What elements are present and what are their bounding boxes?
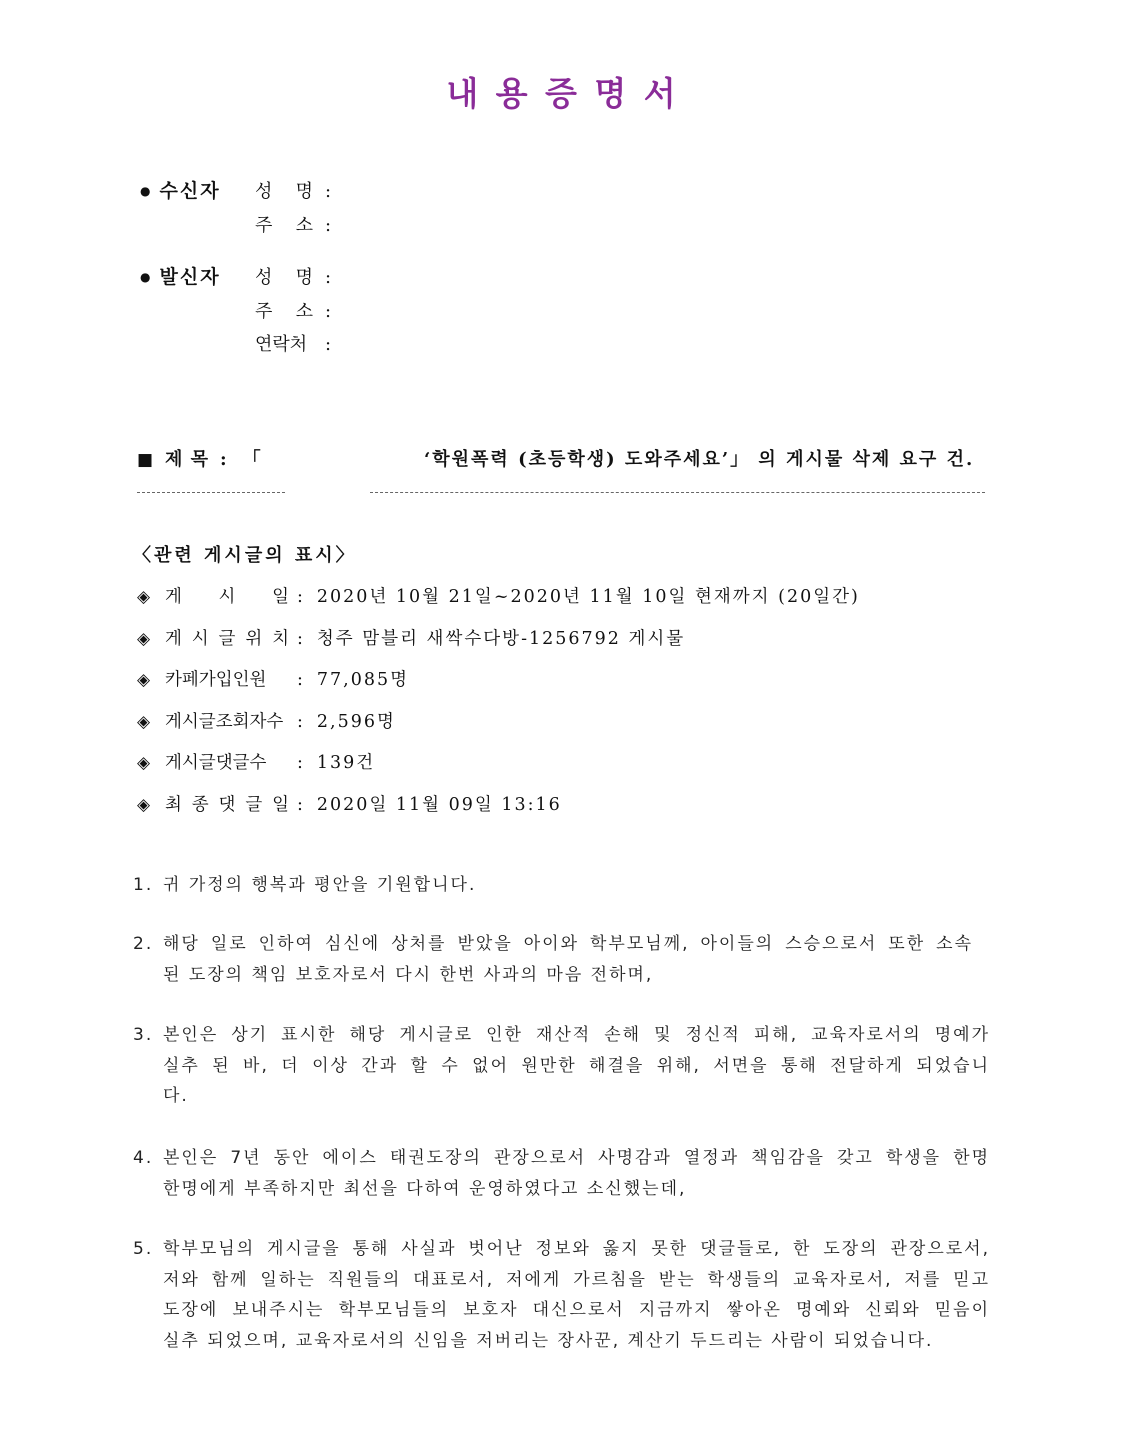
colon: : [325, 267, 332, 288]
paragraph-line: 한명에게 부족하지만 최선을 다하여 운영하였다고 소신했는데, [163, 1178, 687, 1199]
sender-label: 발신자 [159, 266, 221, 288]
recipient-address-row [137, 209, 331, 243]
bullet-icon: ● [140, 184, 151, 198]
diamond-bullet-icon: ◈ [137, 628, 151, 649]
diamond-bullet-icon: ◈ [137, 794, 151, 815]
post-info-item [137, 743, 997, 785]
sender-address-label: 주 소 [255, 300, 313, 322]
paragraph-number: 1. [133, 875, 154, 895]
diamond-bullet-icon: ◈ [137, 711, 151, 732]
post-info-value: 청주 맘블리 새싹수다방-1256792 게시물 [316, 628, 686, 649]
paragraph-line: 해당 일로 인하여 심신에 상처를 받았을 아이와 학부모님께, 아이들의 스승으로서 또한 소속 [163, 934, 973, 954]
paragraph-body [163, 929, 990, 990]
paragraph-line: 도장에 보내주시는 학부모님들의 보호자 대신으로서 지금까지 쌓아온 명예와 신뢰와 믿음이 [163, 1300, 990, 1320]
paragraph-line: 다. [163, 1086, 189, 1106]
colon: : [325, 214, 332, 236]
recipient-label: 수신자 [159, 180, 221, 202]
dashed-divider [370, 492, 985, 493]
colon: : [297, 794, 303, 815]
bullet-icon: ● [140, 270, 151, 284]
sender-name-label: 성 명 [255, 267, 313, 288]
post-info-value: 2,596명 [316, 711, 396, 732]
recipient-address-label: 주 소 [255, 214, 313, 236]
colon: : [297, 628, 303, 649]
colon: : [325, 334, 332, 355]
recipient-heading [137, 175, 255, 209]
paragraph-line: 실추 되었으며, 교육자로서의 신임을 저버리는 장사꾼, 계산기 두드리는 사람이 되었습니다. [163, 1330, 934, 1351]
post-info-item [137, 702, 997, 744]
paragraph-body [163, 870, 990, 901]
post-info-label: 카페가입인원 [165, 670, 267, 691]
paragraph-line: 학부모님의 게시글을 통해 사실과 벗어난 정보와 옳지 못한 댓글들로, 한 도장의 관장으로서, [163, 1239, 990, 1259]
paragraph-body [163, 1234, 990, 1356]
post-info-item [137, 577, 997, 619]
paragraph-number: 3. [133, 1025, 154, 1045]
colon: : [297, 753, 303, 774]
sender-contact-row [137, 328, 331, 362]
paragraph-body [163, 1020, 990, 1112]
recipient-block [137, 175, 331, 242]
colon: : [297, 587, 303, 607]
paragraph-number: 2. [133, 934, 154, 954]
post-info-value: 139건 [316, 753, 376, 774]
paragraph-line: 저와 함께 일하는 직원들의 대표로서, 저에게 가르침을 받는 학생들의 교육자로서, 저를 믿고 [163, 1269, 990, 1290]
colon: : [297, 711, 303, 732]
post-info-label: 게시글댓글수 [165, 753, 267, 774]
sender-heading [137, 261, 255, 295]
paragraph-line: 된 도장의 책임 보호자로서 다시 한번 사과의 마음 전하며, [163, 964, 654, 985]
sender-address-row [137, 295, 331, 329]
post-info-label: 최 종 댓 글 일 [165, 794, 289, 815]
paragraph-line: 실추 된 바, 더 이상 간과 할 수 없어 원만한 해결을 위해, 서면을 통해 전달하게 되었습니 [163, 1055, 990, 1076]
square-bullet-icon: ■ [137, 450, 154, 470]
subject-label: 제 목 [165, 449, 208, 470]
dashed-divider [137, 492, 285, 493]
recipient-name-label: 성 명 [255, 181, 313, 202]
document-title: 내 용 증 명 서 [446, 74, 679, 113]
post-info-label: 게 시 글 위 치 [165, 628, 289, 649]
diamond-bullet-icon: ◈ [137, 670, 151, 691]
subject-text: ‘학원폭력 (초등학생) 도와주세요’」 의 게시물 삭제 요구 건. [424, 449, 975, 470]
post-info-item [137, 660, 997, 702]
post-info-item [137, 785, 997, 827]
paragraph-body [163, 1143, 990, 1204]
post-info-heading: 〈관련 게시글의 표시〉 [133, 545, 357, 566]
colon: : [325, 300, 332, 322]
post-info-list [137, 577, 997, 827]
paragraph-line: 귀 가정의 행복과 평안을 기원합니다. [163, 875, 477, 895]
subject-line [137, 445, 261, 475]
post-info-item [137, 619, 997, 661]
paragraph-number: 5. [133, 1239, 154, 1259]
sender-block [137, 261, 331, 362]
diamond-bullet-icon: ◈ [137, 753, 151, 774]
post-info-label: 게시글조회자수 [165, 711, 284, 732]
post-info-label: 게 시 일 [165, 587, 289, 607]
diamond-bullet-icon: ◈ [137, 587, 151, 607]
post-info-value: 77,085명 [316, 670, 410, 691]
colon: : [325, 181, 332, 202]
paragraph-line: 본인은 7년 동안 에이스 태권도장의 관장으로서 사명감과 열정과 책임감을 갖고 학생을 한명 [163, 1148, 990, 1168]
sender-contact-label: 연락처 [255, 334, 308, 355]
paragraph-line: 본인은 상기 표시한 해당 게시글로 인한 재산적 손해 및 정신적 피해, 교육자로서의 명예가 [163, 1025, 990, 1045]
colon: : [220, 449, 227, 470]
colon: : [297, 670, 303, 691]
sender-name-row [137, 261, 331, 295]
paragraph-number: 4. [133, 1148, 154, 1168]
post-info-value: 2020일 11월 09일 13:16 [316, 794, 562, 815]
post-info-value: 2020년 10월 21일~2020년 11월 10일 현재까지 (20일간) [316, 587, 860, 607]
subject-open-bracket: 「 [242, 449, 261, 470]
recipient-name-row [137, 175, 331, 209]
